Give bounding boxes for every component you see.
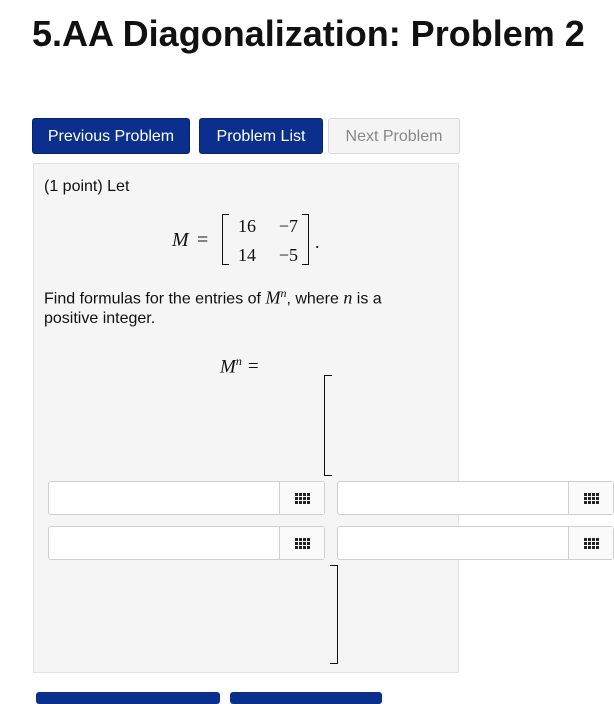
instruction-prefix: Find formulas for the entries of [44,290,266,308]
answer-input-1-1 [48,481,325,515]
instruction-line-2: positive integer. [44,310,156,327]
answer-field-2-2[interactable] [338,527,570,559]
answer-left-bracket [324,375,332,476]
instruction-exponent: n [280,286,287,300]
instruction-line-1 [44,286,444,308]
answer-input-2-1 [48,526,325,560]
matrix-cell-2-1: 14 [238,245,256,265]
matrix-variable: M [172,229,189,251]
matrix-period: . [315,232,320,252]
answer-input-1-2 [337,481,614,515]
matrix-cell-1-1: 16 [238,216,256,236]
answer-field-2-1[interactable] [49,527,281,559]
matrix-cell-2-2: −5 [278,245,298,265]
answer-equals: = [247,356,259,378]
answer-right-bracket [330,565,338,664]
problem-list-button[interactable]: Problem List [199,118,323,154]
equation-editor-icon[interactable] [279,482,324,514]
matrix-equals: = [197,229,209,251]
equation-editor-icon[interactable] [568,527,613,559]
preview-button-partial[interactable] [230,692,382,704]
equation-editor-icon[interactable] [568,482,613,514]
instruction-matrix: M [265,287,281,308]
instruction-suffix: is a [352,290,382,308]
previous-problem-button[interactable]: Previous Problem [32,118,190,154]
answer-input-2-2 [337,526,614,560]
instruction-middle: , where [286,290,344,308]
instruction-variable: n [343,287,353,308]
page-title: 5.AA Diagonalization: Problem 2 [32,13,585,54]
submit-button-partial[interactable] [36,692,220,704]
matrix-cell-1-2: −7 [278,216,298,236]
problem-points-label: (1 point) Let [44,178,130,195]
answer-matrix: M [220,356,236,378]
answer-label [220,354,259,378]
answer-field-1-1[interactable] [49,482,281,514]
answer-field-1-2[interactable] [338,482,570,514]
problem-panel [33,163,459,673]
equation-editor-icon[interactable] [279,527,324,559]
answer-exponent: n [235,354,242,368]
next-problem-button: Next Problem [328,118,460,154]
matrix-right-bracket [302,214,309,265]
